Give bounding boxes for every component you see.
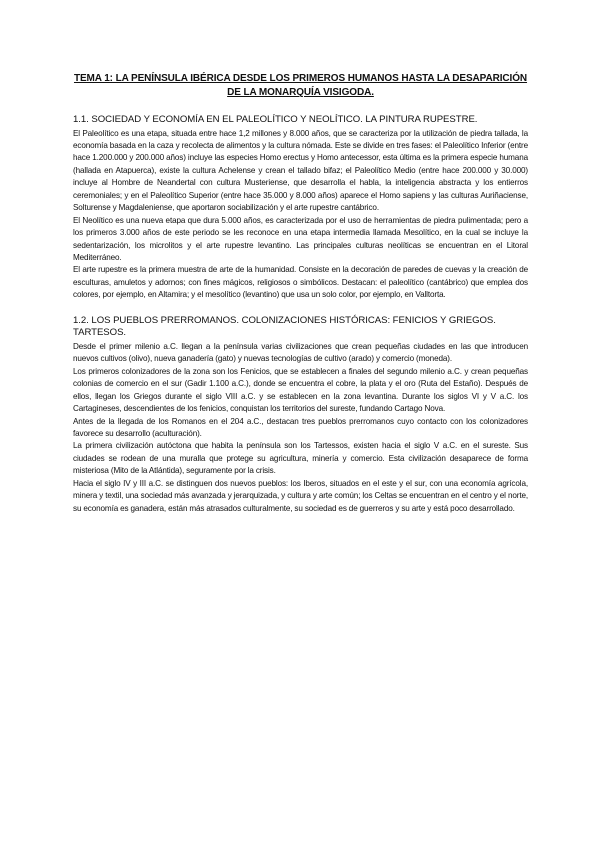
paragraph-paleolitico: El Paleolítico es una etapa, situada entre hace 1,2 millones y 8.000 años, que se caracteriza por la utilización de piedra tallada, la economía basada en la caza y recolecta de alimentos y la cultura nómada. Este se divide en tres fases: el Paleolítico Inferior (entre hace 1.200.000 y 200.000 años) incluye las especies Homo erectus y Homo antecessor, esta última es la primera especie humana (hallada en Atapuerca), existe la cultura Achelense y crean el tallado bifaz; el Paleolítico Medio (entre hace 200.000 y 30.000) incluye al Hombre de Neandertal con cultura Musteriense, que desarrolla el habla, la inteligencia abstracta y los entierros ceremoniales; y en el Paleolítico Superior (entre hace 35.000 y 8.000 años) aparece el Homo sapiens y las culturas Auriñaciense, Solturense y Magdaleniense, que aportaron sociabilización y el arte rupestre cantábrico. (73, 128, 528, 213)
section-heading: 1.1. SOCIEDAD Y ECONOMÍA EN EL PALEOLÍTICO Y NEOLÍTICO. LA PINTURA RUPESTRE. (73, 114, 478, 125)
paragraph-romanos: Antes de la llegada de los Romanos en el 204 a.C., destacan tres pueblos prerromanos cuyo contacto con los colonizadores favorece su desarrollo (aculturación). (73, 416, 528, 439)
paragraph-iberos-celtas: Hacia el siglo IV y III a.C. se distinguen dos nuevos pueblos: los Iberos, situados en el este y el sur, con una economía agrícola, minera y textil, una sociedad más avanzada y jerarquizada, y cultura y arte común; los Celtas se encuentran en el centro y el norte, su economía es ganadera, están más atrasados culturalmente, su sociedad es de guerreros y su arte y está poco desarrollado. (73, 478, 528, 513)
document-page (73, 72, 528, 528)
section-heading: 1.2. LOS PUEBLOS PRERROMANOS. COLONIZACIONES HISTÓRICAS: FENICIOS Y GRIEGOS. TARTESOS. (73, 314, 496, 339)
paragraph-arte-rupestre: El arte rupestre es la primera muestra de arte de la humanidad. Consiste en la decoración de paredes de cuevas y la creación de esculturas, amuletos y adornos; con fines mágicos, religiosos o simbólicos. Destacan: el paleolítico (cantábrico) que emplea dos colores, por ejemplo, en Altamira; y el mesolítico (levantino) que usa un solo color, por ejemplo, en Valltorta. (73, 265, 528, 300)
document-title: TEMA 1: LA PENÍNSULA IBÉRICA DESDE LOS PRIMEROS HUMANOS HASTA LA DESAPARICIÓN DE LA MONARQUÍA VISIGODA. (73, 73, 528, 98)
paragraph-tartessos: La primera civilización autóctona que habita la península son los Tartessos, existen hacia el siglo V a.C. en el sureste. Sus ciudades se rodean de una muralla que protege su agricultura, minería y comercio. Esta civilización desaparece de forma misteriosa (Mito de la Atlántida), seguramente por la crisis. (73, 441, 528, 476)
paragraph-civilizaciones: Desde el primer milenio a.C. llegan a la península varias civilizaciones que crean pequeñas ciudades en las que introducen nuevos cultivos (olivo), nueva ganadería (gato) y nuevas tecnologías de cultivo (arado) y comercio (moneda). (73, 341, 528, 364)
paragraph-fenicios-griegos: Los primeros colonizadores de la zona son los Fenicios, que se establecen a finales del segundo milenio a.C. y crean pequeñas colonias de comercio en el sur (Gadir 1.100 a.C.), donde se encuentra el cobre, la plata y el oro (Ruta del Estaño). Después de ellos, llegan los Griegos durante el siglo VIII a.C. y se establecen en la zona levantina. Durante los siglos VI y V a.C. los Cartagineses, descendientes de los fenicios, conquistan los territorios del sureste, fundando Cartago Nova. (73, 366, 528, 414)
paragraph-neolitico: El Neolítico es una nueva etapa que dura 5.000 años, es caracterizada por el uso de herramientas de piedra pulimentada; pero a los primeros 3.000 años de este periodo se les reconoce en una etapa intermedia llamada Mesolítico, en la cual se incluye la sedentarización, los microlitos y el arte rupestre levantino. Las principales culturas neolíticas se encuentran en el Litoral Mediterráneo. (73, 215, 528, 263)
section-paleolitico-neolitico (73, 114, 528, 302)
section-pueblos-prerromanos (73, 315, 528, 515)
